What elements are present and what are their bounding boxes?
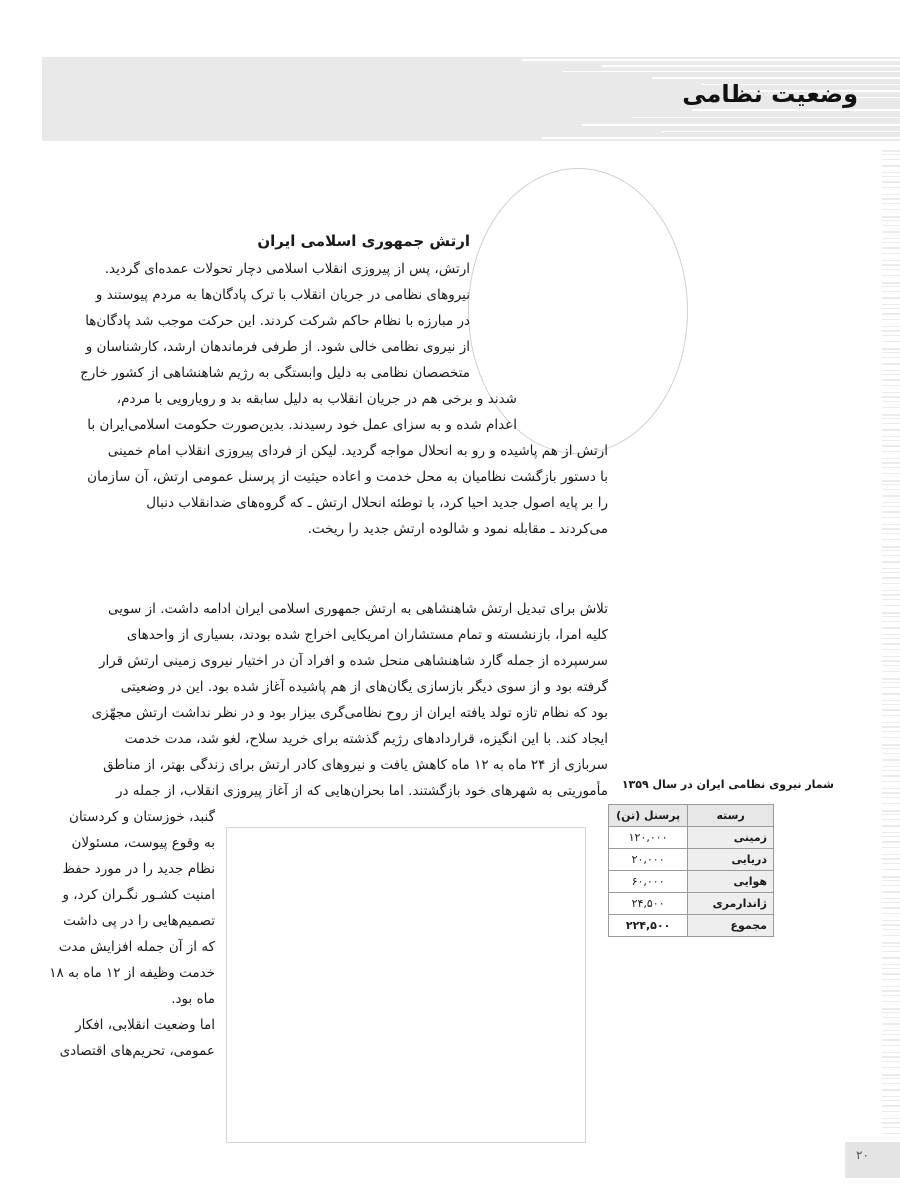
side-stripes-decoration xyxy=(845,150,900,1150)
article-line: ارتش از هم پاشیده و رو به انحلال مواجه گردید. لیکن از فردای پیروزی انقلاب امام خمینی xyxy=(107,443,608,459)
article-line: از نیروی نظامی خالی شود. از طرفی فرماندهان ارشد، کارشناسان و xyxy=(85,339,470,355)
table-cell-category: زمینی xyxy=(688,827,774,849)
article-line: تصمیم‌هایی را در پی داشت xyxy=(63,913,215,929)
table-header-row xyxy=(609,805,774,827)
table-cell-category: دریایی xyxy=(688,849,774,871)
table-header-cell: پرسنل (تن) xyxy=(609,805,688,827)
article-line: با دستور بازگشت نظامیان به محل خدمت و اعاده حیثیت از پرسنل عمومی ارتش، آن سازمان xyxy=(87,469,608,485)
article-line: تلاش برای تبدیل ارتش شاهنشاهی به ارتش جمهوری اسلامی ایران ادامه داشت. از سویی xyxy=(108,601,608,617)
article-line: کلیه امرا، بازنشسته و تمام مستشاران امریکایی اخراج شده بودند، بسیاری از واحدهای xyxy=(126,627,608,643)
table-cell-value: ۲۴,۵۰۰ xyxy=(609,893,688,915)
table-row xyxy=(609,827,774,849)
article-line: متخصصان نظامی به دلیل وابستگی به رژیم شاهنشاهی از کشور خارج xyxy=(80,365,470,381)
article-line: گنبد، خوزستان و کردستان xyxy=(69,809,215,825)
table-total-row xyxy=(609,915,774,937)
table-cell-value: ۲۲۴,۵۰۰ xyxy=(609,915,688,937)
article-line: عمومی، تحریم‌های اقتصادی xyxy=(59,1043,215,1059)
article-line: سرسپرده از جمله گارد شاهنشاهی منحل شده و افراد آن در اختیار نیروی زمینی ارتش قرار xyxy=(98,653,608,669)
table-row xyxy=(609,893,774,915)
image-placeholder-frame xyxy=(226,827,586,1143)
table-cell-category: ژاندارمری xyxy=(688,893,774,915)
article-line: ارتش، پس از پیروزی انقلاب اسلامی دچار تحولات عمده‌ای گردید. xyxy=(104,261,470,277)
article-line: نیروهای نظامی در جریان انقلاب با ترک پادگان‌ها به مردم پیوستند و xyxy=(95,287,470,303)
article-line: اعدام شده و به سزای عمل خود رسیدند. بدین‌صورت حکومت اسلامی‌ایران با xyxy=(87,417,517,433)
article-line: شدند و برخی هم در جریان انقلاب به دلیل سابقه بد و رویارویی با مردم، xyxy=(116,391,517,407)
page-title: وضعیت نظامی xyxy=(682,80,858,108)
table-cell-category: مجموع xyxy=(688,915,774,937)
table-row xyxy=(609,849,774,871)
article-line: می‌کردند ـ مقابله نمود و شالوده ارتش جدید را ریخت. xyxy=(307,521,608,537)
article-line: نظام جدید را در مورد حفظ xyxy=(62,861,215,877)
page-number-box xyxy=(845,1142,900,1178)
article-line: را بر پایه اصول جدید احیا کرد، با توطئه انحلال ارتش ـ که گروه‌های ضدانقلاب دنبال xyxy=(146,495,608,511)
article-line: ایجاد کند. با این انگیزه، قراردادهای رژیم گذشته برای خرید سلاح، لغو شد، مدت خدمت xyxy=(124,731,608,747)
article-line: به وقوع پیوست، مسئولان xyxy=(71,835,215,851)
page-number: ۲۰ xyxy=(856,1148,869,1162)
table-cell-value: ۲۰,۰۰۰ xyxy=(609,849,688,871)
article-line: گرفته بود و از سوی دیگر بازسازی یگان‌های از هم پاشیده آغاز شده بود. این در وضعیتی xyxy=(120,679,608,695)
portrait-circle-frame xyxy=(468,168,688,454)
table-cell-category: هوایی xyxy=(688,871,774,893)
section-heading: ارتش جمهوری اسلامی ایران xyxy=(257,232,470,250)
table-caption: شمار نیروی نظامی ایران در سال ۱۳۵۹ xyxy=(621,778,834,791)
article-line: بود که نظام تازه تولد یافته ایران از روح نظامی‌گری بیزار بود و در نظر نداشت ارتش مجهّزی xyxy=(91,705,608,721)
article-line: اما وضعیت انقلابی، افکار xyxy=(75,1017,215,1033)
table-cell-value: ۱۲۰,۰۰۰ xyxy=(609,827,688,849)
article-line: ماه بود. xyxy=(171,991,215,1007)
article-line: سربازی از ۲۴ ماه به ۱۲ ماه کاهش یافت و نیروهای کادر ارتش برای زندگی بهتر، از مناطق xyxy=(103,757,608,773)
article-line: مأموریتی به شهرهای خود بازگشتند. اما بحران‌هایی که از آغاز پیروزی انقلاب، از جمله در xyxy=(115,783,608,799)
article-line: در مبارزه با نظام حاکم شرکت کردند. این حرکت موجب شد پادگان‌ها xyxy=(85,313,470,329)
table-header-cell: رسته xyxy=(688,805,774,827)
article-line: امنیت کشـور نگـران کرد، و xyxy=(62,887,215,903)
table-row xyxy=(609,871,774,893)
article-line: که از آن جمله افزایش مدت xyxy=(58,939,215,955)
table-cell-value: ۶۰,۰۰۰ xyxy=(609,871,688,893)
article-line: خدمت وظیفه از ۱۲ ماه به ۱۸ xyxy=(49,965,215,981)
military-personnel-table xyxy=(608,804,774,937)
